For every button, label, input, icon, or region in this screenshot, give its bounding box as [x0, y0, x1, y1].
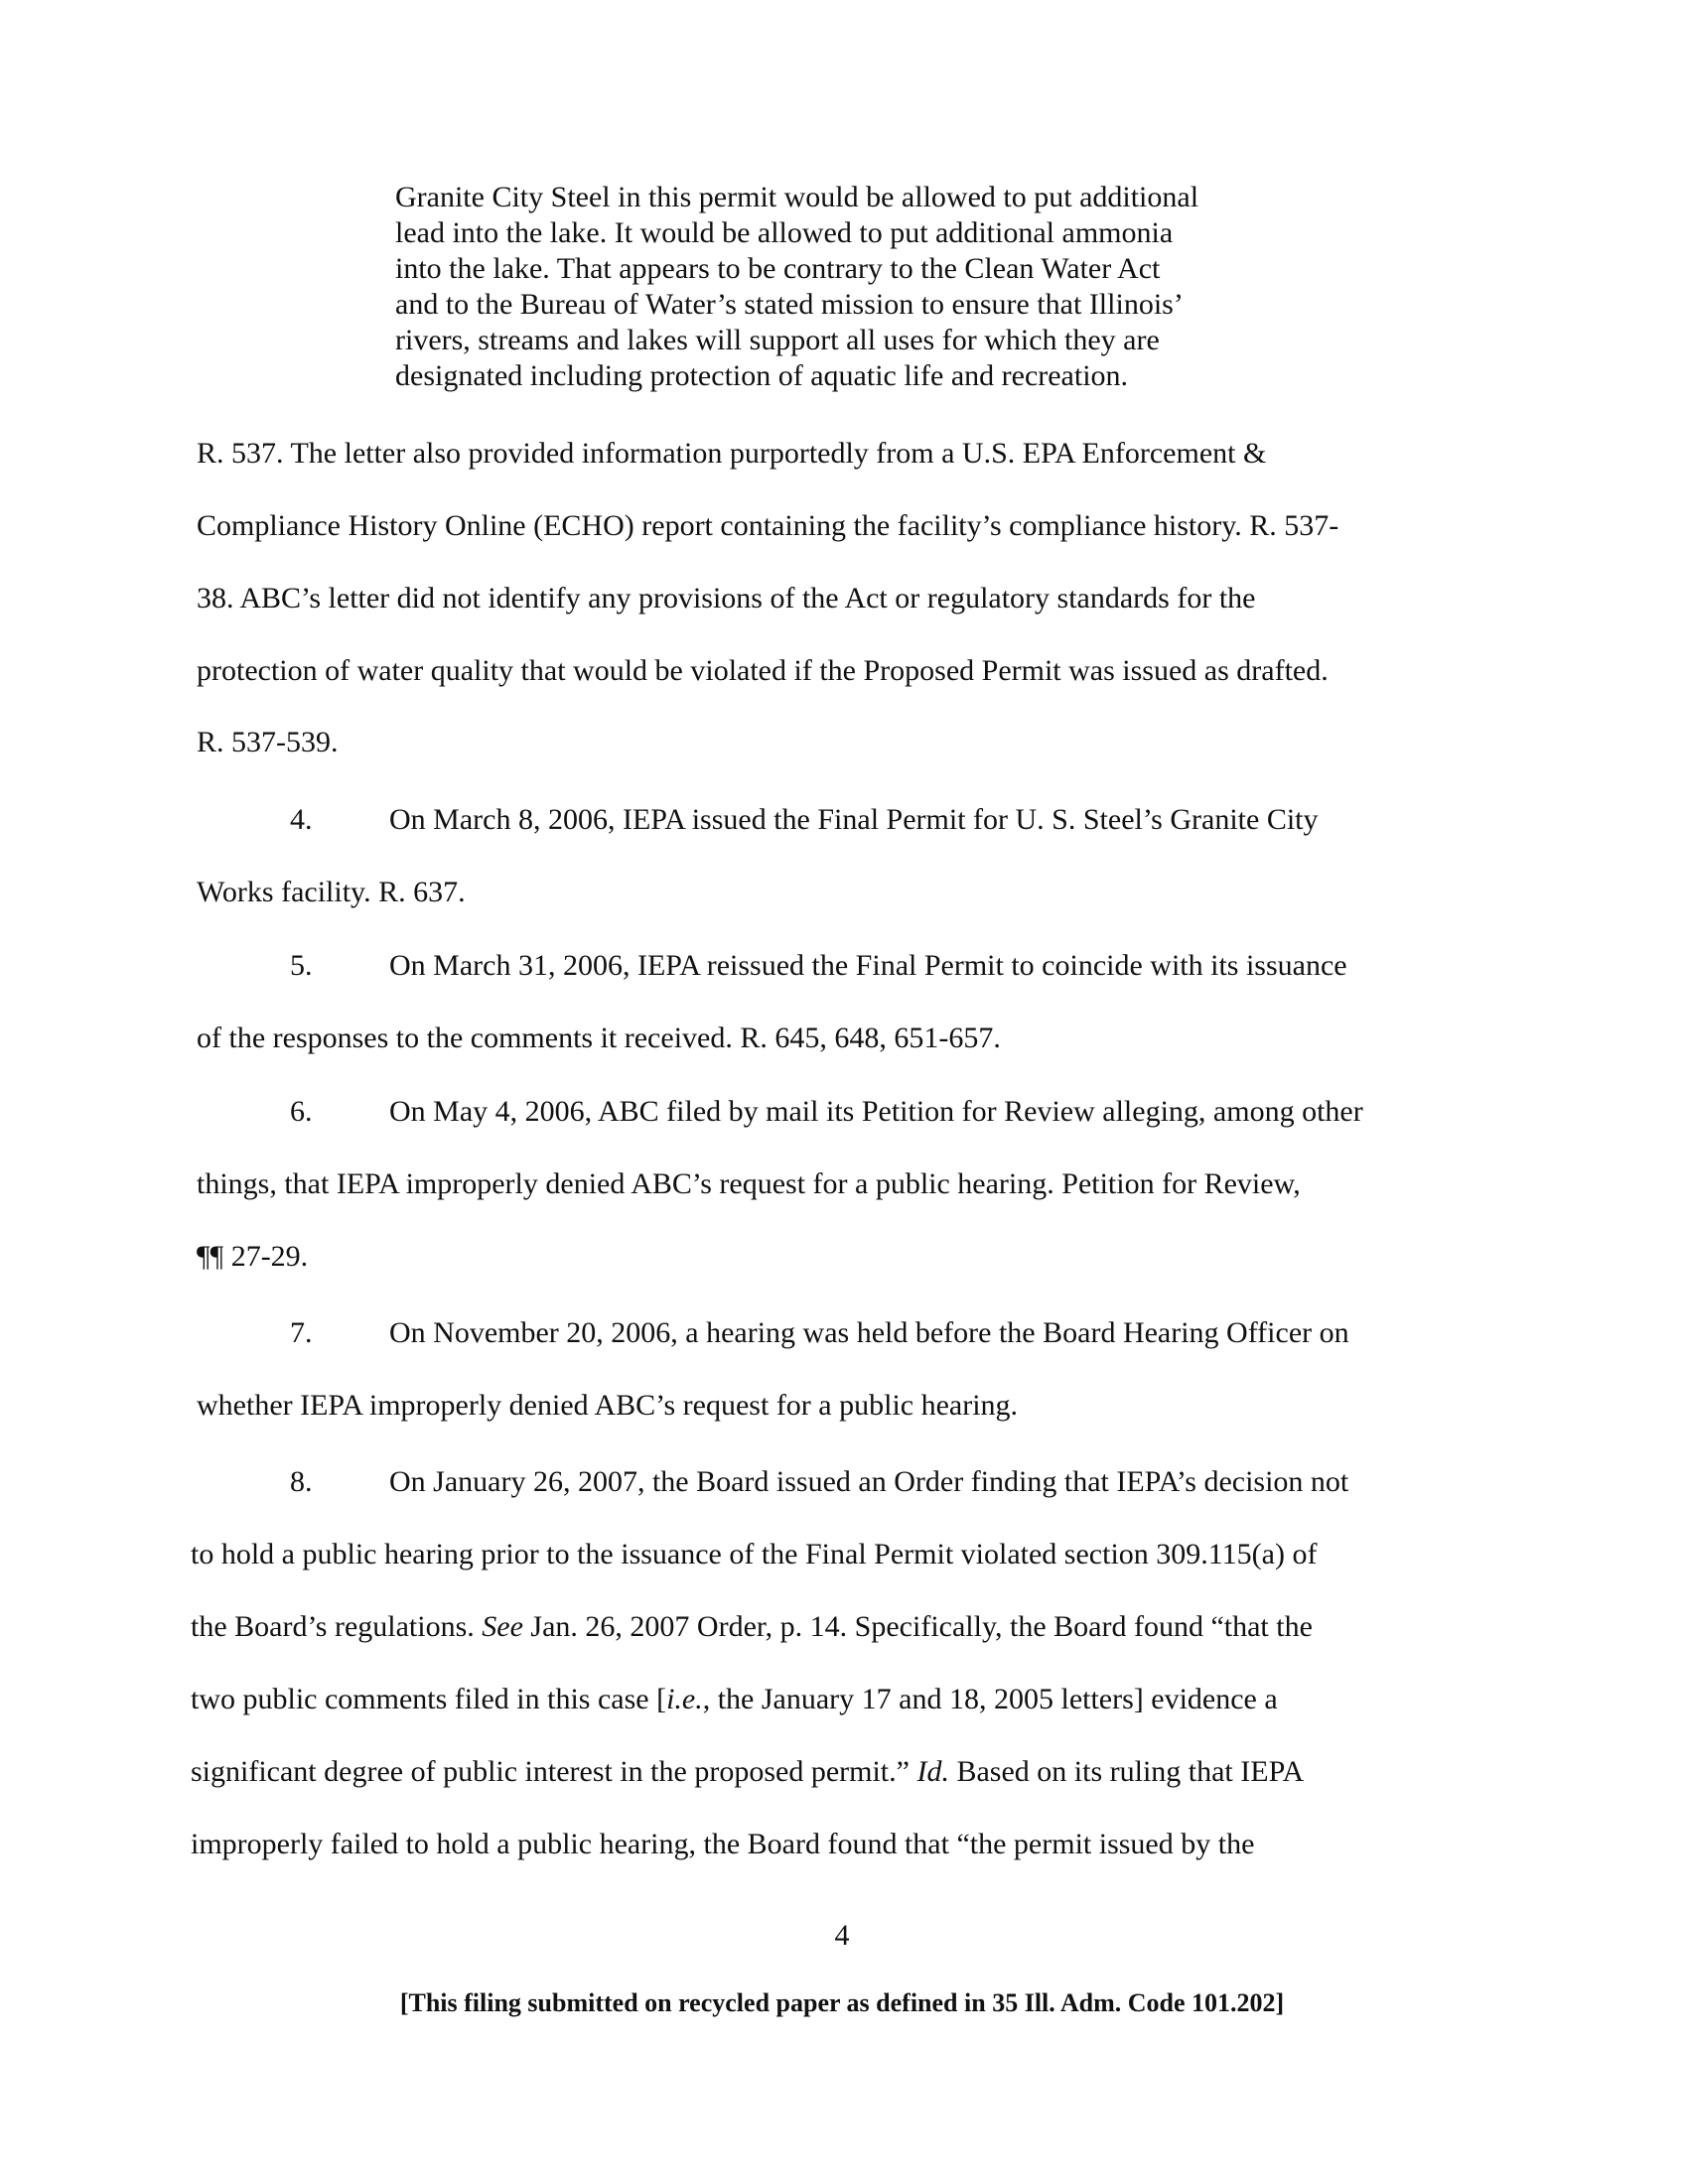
body-line: On January 26, 2007, the Board issued an Order finding that IEPA’s decision not	[389, 1465, 1349, 1498]
body-line	[191, 1683, 1278, 1716]
body-line: 38. ABC’s letter did not identify any provisions of the Act or regulatory standards for the	[197, 582, 1256, 614]
text-run: Based on its ruling that IEPA	[948, 1755, 1305, 1788]
text-run: , the January 17 and 18, 2005 letters] evidence a	[702, 1683, 1278, 1715]
text-run: significant degree of public interest in the proposed permit.”	[191, 1755, 917, 1788]
paragraph-number: 7.	[290, 1316, 313, 1349]
body-line: to hold a public hearing prior to the issuance of the Final Permit violated section 309.115(a) of	[191, 1538, 1318, 1570]
body-line: R. 537. The letter also provided information purportedly from a U.S. EPA Enforcement &	[197, 437, 1267, 470]
body-line: improperly failed to hold a public hearing, the Board found that “the permit issued by the	[191, 1828, 1255, 1860]
citation-signal: See	[482, 1610, 523, 1643]
body-line: On November 20, 2006, a hearing was held before the Board Hearing Officer on	[389, 1316, 1349, 1349]
body-line: Compliance History Online (ECHO) report containing the facility’s compliance history. R. 537-	[197, 509, 1339, 542]
body-line: Works facility. R. 637.	[197, 876, 466, 908]
body-line: ¶¶ 27-29.	[197, 1240, 309, 1273]
quote-line: and to the Bureau of Water’s stated mission to ensure that Illinois’	[395, 288, 1184, 321]
body-line: On May 4, 2006, ABC filed by mail its Petition for Review alleging, among other	[389, 1095, 1363, 1128]
body-line	[191, 1610, 1313, 1644]
quote-line: lead into the lake. It would be allowed to put additional ammonia	[395, 216, 1174, 249]
quote-line: rivers, streams and lakes will support all uses for which they are	[395, 324, 1160, 356]
citation-signal: Id.	[916, 1755, 949, 1788]
text-run: Jan. 26, 2007 Order, p. 14. Specifically, the Board found “that the	[522, 1610, 1313, 1643]
paragraph-number: 4.	[290, 803, 313, 836]
paragraph-number: 5.	[290, 949, 313, 982]
text-run: the Board’s regulations.	[191, 1610, 483, 1643]
quote-line: into the lake. That appears to be contrary to the Clean Water Act	[395, 252, 1161, 285]
body-line: On March 31, 2006, IEPA reissued the Final Permit to coincide with its issuance	[389, 949, 1347, 982]
body-line: of the responses to the comments it received. R. 645, 648, 651-657.	[197, 1022, 1001, 1054]
paragraph-number: 8.	[290, 1465, 313, 1498]
body-line	[191, 1755, 1304, 1789]
body-line: things, that IEPA improperly denied ABC’s request for a public hearing. Petition for Review,	[197, 1167, 1301, 1200]
quote-line: Granite City Steel in this permit would be allowed to put additional	[395, 181, 1199, 213]
page-number: 4	[834, 1919, 850, 1952]
text-run: two public comments filed in this case [	[191, 1683, 667, 1715]
paragraph-number: 6.	[290, 1095, 313, 1128]
page-footer: [This filing submitted on recycled paper as defined in 35 Ill. Adm. Code 101.202]	[399, 1988, 1285, 2017]
latin-abbreviation: i.e.	[666, 1683, 703, 1715]
body-line: On March 8, 2006, IEPA issued the Final Permit for U. S. Steel’s Granite City	[389, 803, 1319, 836]
body-line: whether IEPA improperly denied ABC’s request for a public hearing.	[197, 1389, 1019, 1422]
body-line: R. 537-539.	[197, 726, 339, 758]
body-line: protection of water quality that would be violated if the Proposed Permit was issued as drafted.	[197, 654, 1329, 687]
quote-line: designated including protection of aquatic life and recreation.	[395, 359, 1129, 392]
